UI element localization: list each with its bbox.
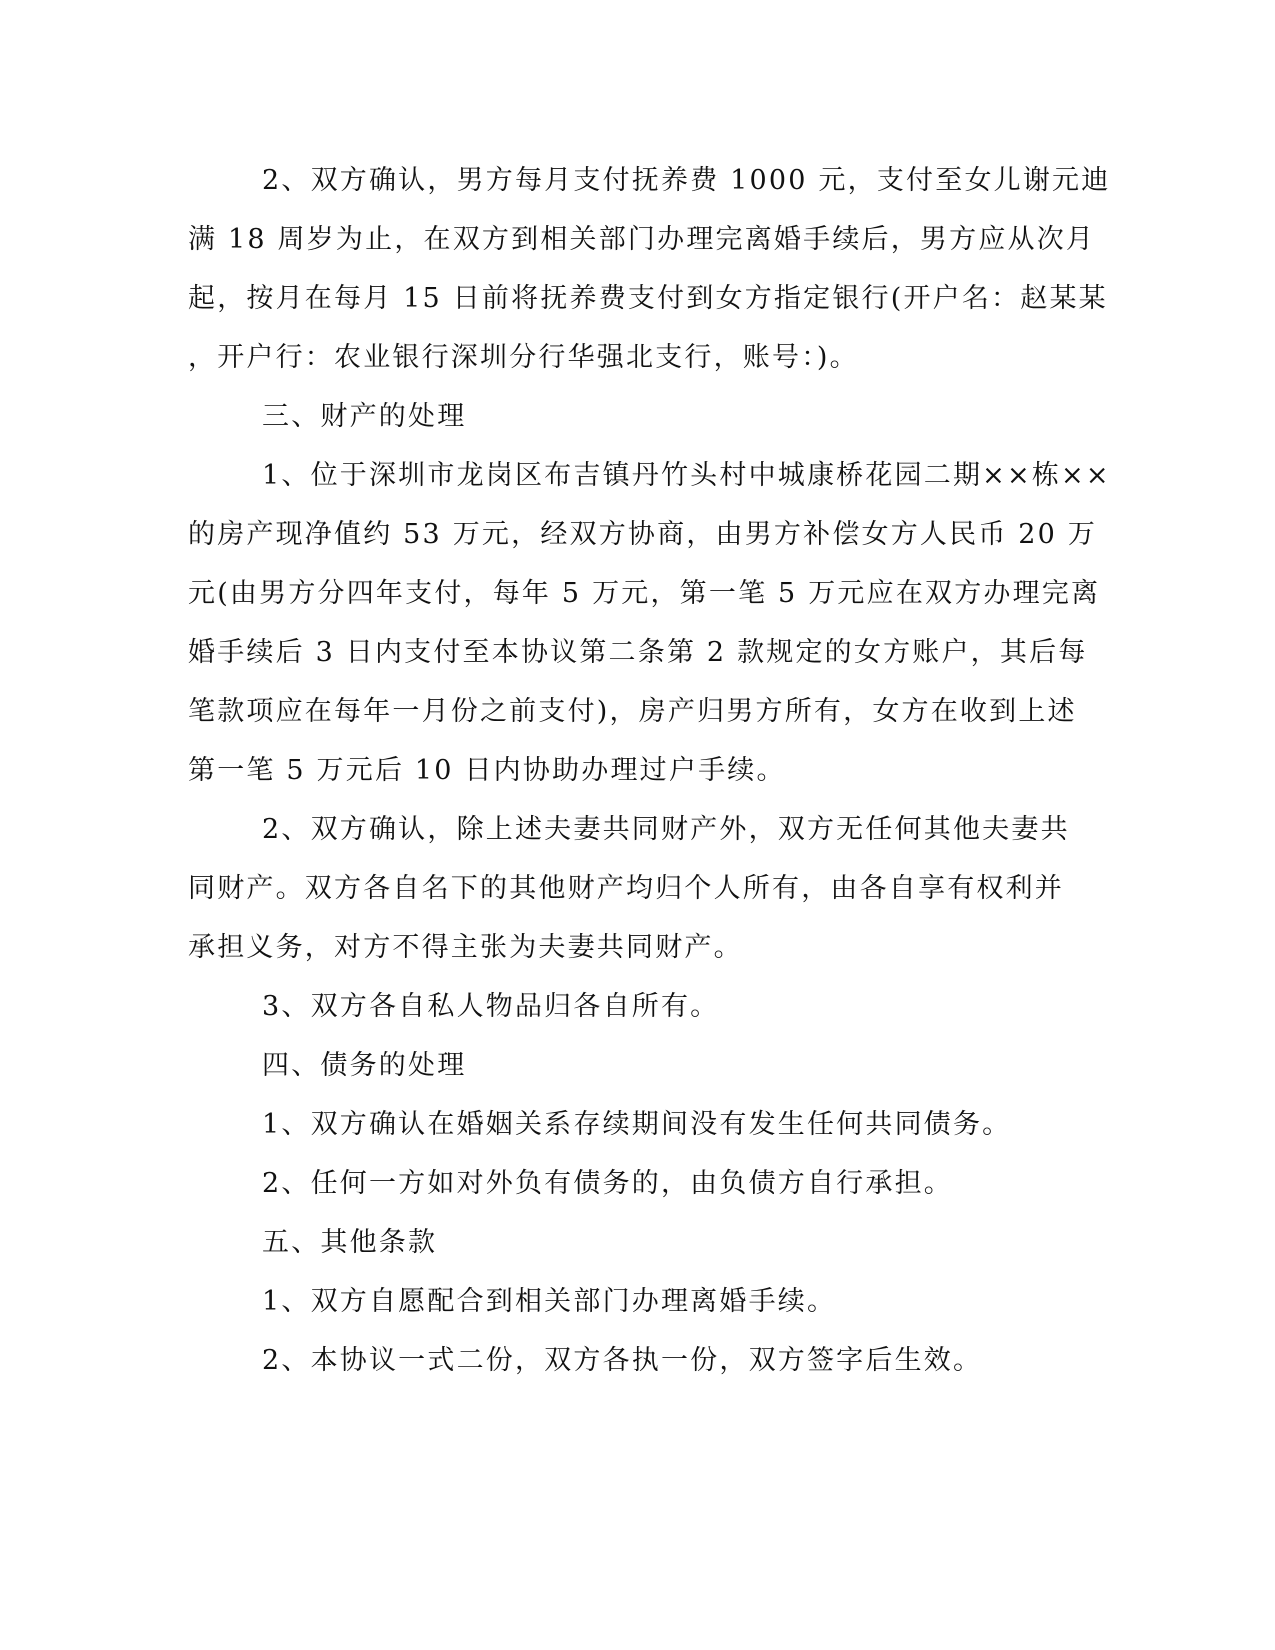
- text-line: 笔款项应在每年一月份之前支付)，房产归男方所有，女方在收到上述: [188, 696, 1077, 727]
- text-line: 1、双方确认在婚姻关系存续期间没有发生任何共同债务。: [262, 1109, 1012, 1140]
- text-line: 1、位于深圳市龙岗区布吉镇丹竹头村中城康桥花园二期××栋××: [262, 460, 1111, 491]
- section-heading: 五、其他条款: [262, 1227, 438, 1258]
- text-line: ，开户行：农业银行深圳分行华强北支行，账号：)。: [188, 342, 859, 373]
- text-line: 2、本协议一式二份，双方各执一份，双方签字后生效。: [262, 1345, 983, 1376]
- text-line: 第一笔 5 万元后 10 日内协助办理过户手续。: [188, 755, 786, 786]
- text-line: 元(由男方分四年支付，每年 5 万元，第一笔 5 万元应在双方办理完离: [188, 578, 1101, 609]
- text-line: 满 18 周岁为止，在双方到相关部门办理完离婚手续后，男方应从次月: [188, 224, 1096, 255]
- text-line: 2、任何一方如对外负有债务的，由负债方自行承担。: [262, 1168, 953, 1199]
- text-line: 2、双方确认，除上述夫妻共同财产外，双方无任何其他夫妻共: [262, 814, 1070, 845]
- text-line: 的房产现净值约 53 万元，经双方协商，由男方补偿女方人民币 20 万: [188, 519, 1098, 550]
- text-line: 婚手续后 3 日内支付至本协议第二条第 2 款规定的女方账户，其后每: [188, 637, 1088, 668]
- text-line: 同财产。双方各自名下的其他财产均归个人所有，由各自享有权利并: [188, 873, 1064, 904]
- text-line: 承担义务，对方不得主张为夫妻共同财产。: [188, 932, 743, 963]
- section-heading: 四、债务的处理: [262, 1050, 467, 1081]
- text-line: 起，按月在每月 15 日前将抚养费支付到女方指定银行(开户名：赵某某: [188, 283, 1108, 314]
- text-line: 3、双方各自私人物品归各自所有。: [262, 991, 720, 1022]
- text-line: 1、双方自愿配合到相关部门办理离婚手续。: [262, 1286, 837, 1317]
- text-line: 2、双方确认，男方每月支付抚养费 1000 元，支付至女儿谢元迪: [262, 165, 1111, 196]
- section-heading: 三、财产的处理: [262, 401, 467, 432]
